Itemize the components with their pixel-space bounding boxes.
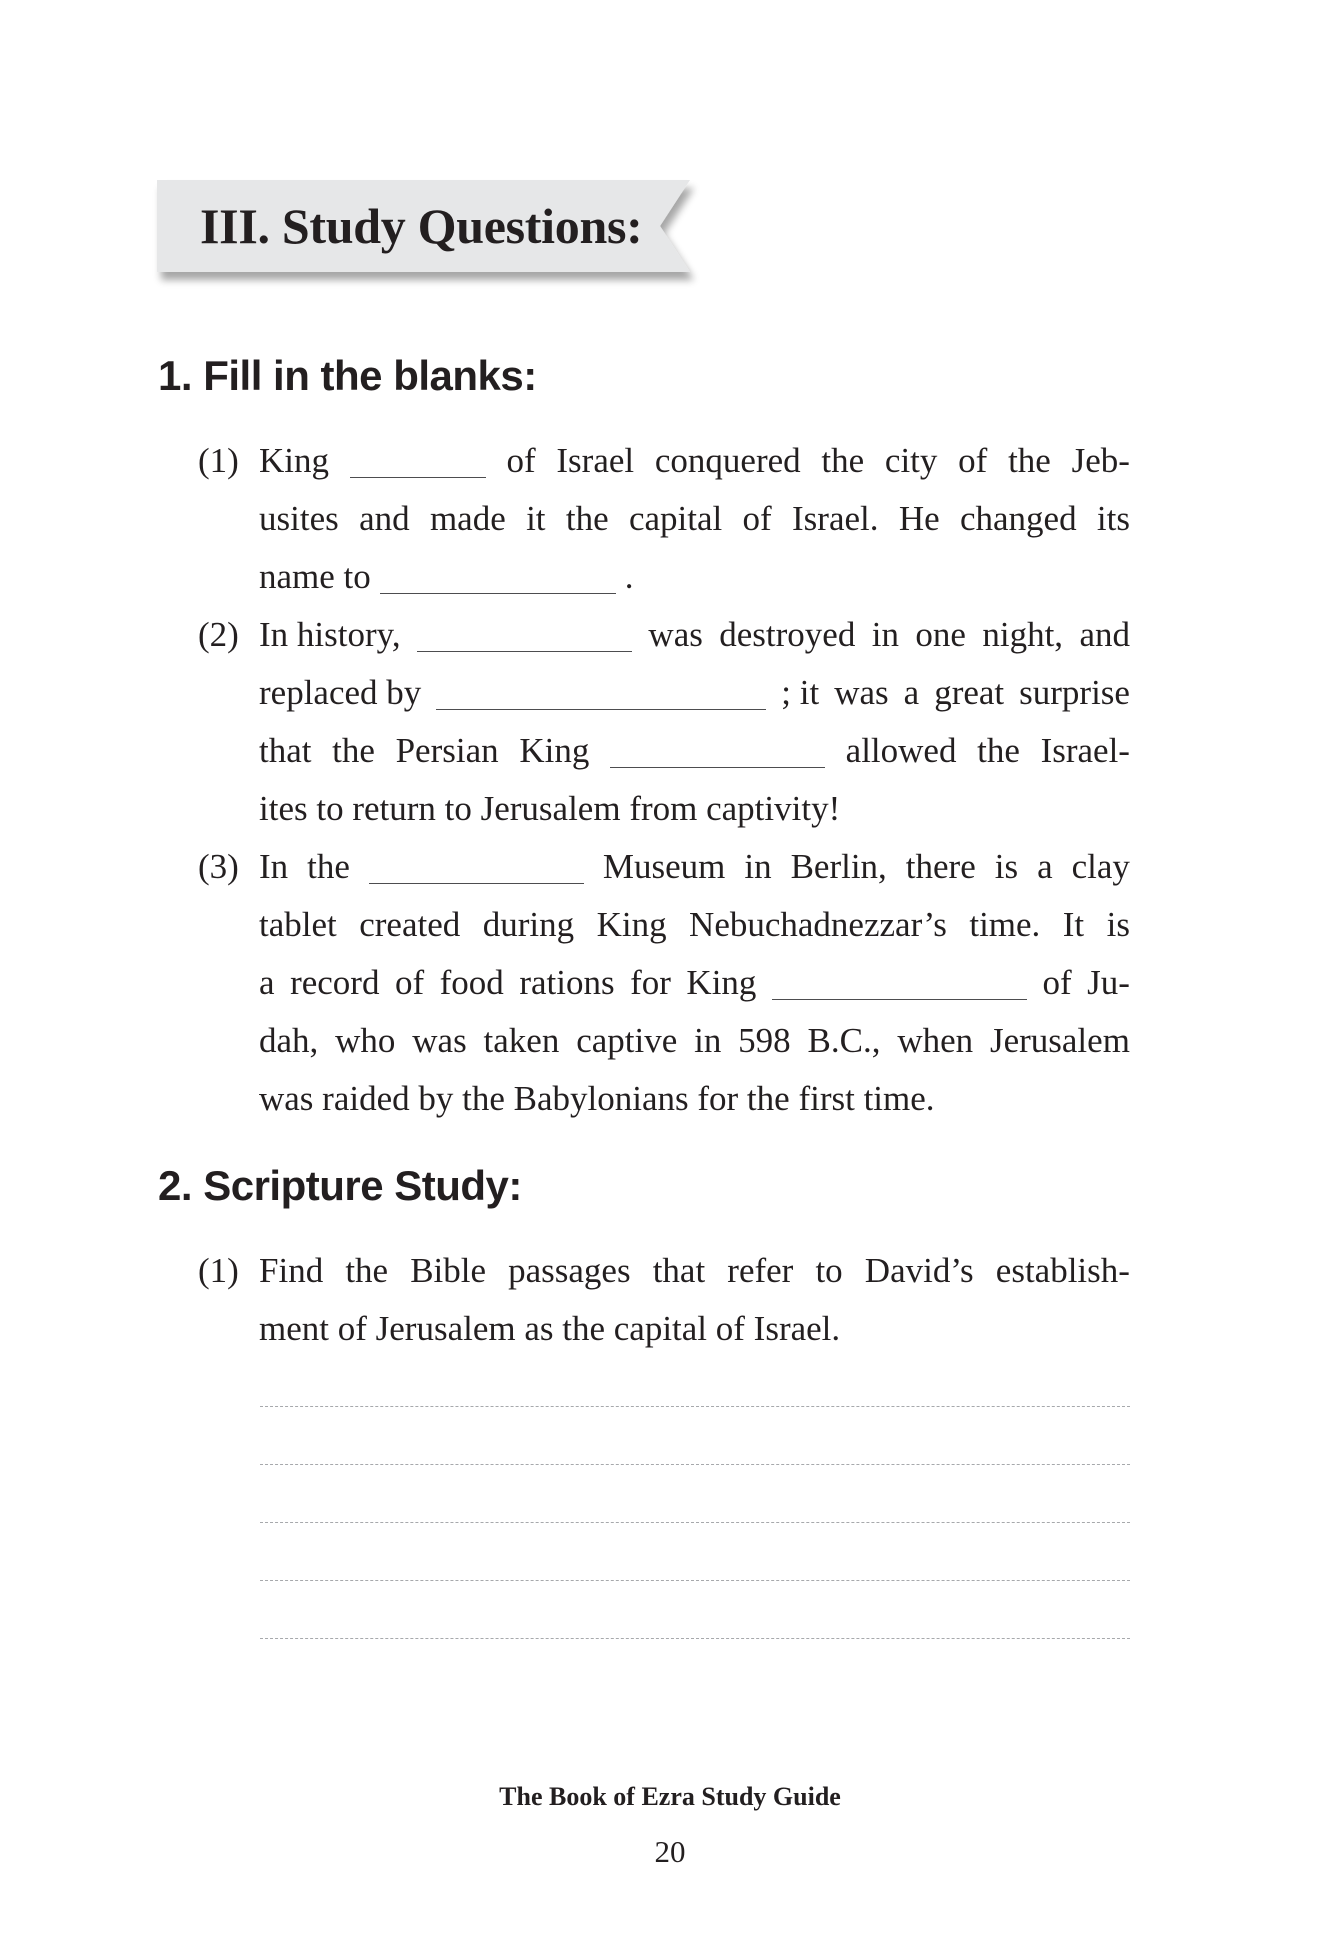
text-segment: of [742,499,772,538]
footer-book-title: The Book of Ezra Study Guide [499,1782,841,1811]
text-segment: the [821,441,865,480]
text-segment: record [290,963,380,1002]
text-segment: the [307,847,350,886]
banner-title: III. Study Questions: [200,198,643,254]
text-segment: the [565,499,609,538]
text-segment: the [977,731,1020,770]
item-number: (1) [198,1251,239,1290]
text-segment: replaced by [259,673,422,712]
text-segment: establish- [995,1251,1130,1290]
text-line [259,722,1130,780]
fill-in-blank[interactable] [772,998,1027,1000]
answer-line[interactable] [260,1522,1130,1580]
text-segment: in [744,847,772,886]
text-segment: made [429,499,506,538]
text-segment: capital [628,499,723,538]
text-segment: great [934,673,1005,712]
text-segment: Museum [602,847,726,886]
section-banner [157,180,690,272]
answer-line[interactable] [260,1580,1130,1638]
text-segment: that [652,1251,706,1290]
text-segment: Nebuchadnezzar’s [689,905,947,944]
text-segment: of [1042,963,1072,1002]
text-segment: time. [969,905,1041,944]
text-segment: there [905,847,976,886]
text-segment: is [994,847,1019,886]
text-line [259,664,1130,722]
fill-in-blank[interactable] [380,592,616,594]
text-segment: dah, [259,1021,319,1060]
answer-line[interactable] [260,1406,1130,1464]
text-segment: the [345,1251,389,1290]
text-line [259,548,1130,606]
text-segment: ment of Jerusalem as the capital of Israel. [259,1309,841,1348]
text-segment: Bible [410,1251,487,1290]
text-segment: when [897,1021,974,1060]
fill-in-blank[interactable] [369,882,584,884]
text-segment: of [394,963,425,1002]
text-segment: was raided by the Babylonians for the first time. [259,1079,935,1118]
text-segment: clay [1071,847,1130,886]
section-heading-fill-in-blanks: 1. Fill in the blanks: [158,352,537,399]
text-segment: is [1106,905,1130,944]
item-text [259,1242,1130,1358]
text-segment: captive [576,1021,678,1060]
text-segment: Persian [395,731,499,770]
text-segment: and [359,499,410,538]
text-segment: Jerusalem [989,1021,1130,1060]
text-segment: ites to return to Jerusalem from captivity! [259,789,841,828]
text-segment: was [834,673,889,712]
text-segment: for [630,963,671,1002]
text-segment: allowed [845,731,957,770]
text-segment: that [259,731,312,770]
text-line [259,432,1130,490]
item-text [259,838,1130,1128]
text-line [259,896,1130,954]
text-segment: a [903,673,920,712]
text-line [259,1300,1130,1358]
text-segment: name to [259,557,371,596]
text-segment: rations [519,963,615,1002]
text-segment: . [624,557,634,596]
text-segment: Israel [556,441,635,480]
text-segment: changed [959,499,1077,538]
text-segment: He [898,499,940,538]
text-segment: was [412,1021,467,1060]
text-segment: taken [483,1021,560,1060]
item-number: (2) [198,615,239,654]
fill-in-blank[interactable] [610,766,825,768]
page-number: 20 [654,1834,686,1869]
text-segment: tablet [259,905,337,944]
text-segment: King [596,905,667,944]
text-segment: night, [982,615,1064,654]
item-text [259,606,1130,838]
fill-in-blank[interactable] [436,708,766,710]
text-segment: In history, [259,615,401,654]
item-text [259,432,1130,606]
text-segment: city [884,441,938,480]
answer-lines [260,1406,1130,1696]
text-segment: it [526,499,546,538]
text-segment: was [648,615,703,654]
text-segment: refer [727,1251,794,1290]
text-segment: one [915,615,966,654]
text-segment: its [1096,499,1130,538]
text-segment: created [359,905,461,944]
text-segment: It [1062,905,1085,944]
text-segment: a [1037,847,1053,886]
text-segment: Israel- [1040,731,1130,770]
text-segment: Jeb- [1071,441,1130,480]
text-segment: in [871,615,899,654]
text-segment: food [439,963,504,1002]
text-segment: King [686,963,757,1002]
text-segment: of [958,441,988,480]
text-segment: who [335,1021,396,1060]
text-segment: surprise [1019,673,1130,712]
text-segment: and [1079,615,1130,654]
text-segment: Find [259,1251,324,1290]
text-segment: David’s [864,1251,974,1290]
text-line [259,1012,1130,1070]
section-heading-scripture-study: 2. Scripture Study: [158,1162,522,1209]
text-line [259,1242,1130,1300]
text-segment: conquered [654,441,801,480]
text-segment: destroyed [719,615,856,654]
text-segment: In [259,847,289,886]
text-segment: a [259,963,275,1002]
item-number: (1) [198,441,239,480]
text-segment: Berlin, [790,847,887,886]
text-segment: the [1008,441,1051,480]
text-segment: the [332,731,375,770]
text-segment: ; it [781,673,820,712]
text-line [259,780,1130,838]
text-segment: of [506,441,536,480]
answer-line[interactable] [260,1464,1130,1522]
text-line [259,1070,1130,1128]
answer-line[interactable] [260,1638,1130,1696]
text-segment: 598 [738,1021,791,1060]
text-segment: in [694,1021,722,1060]
text-segment: usites [259,499,339,538]
text-segment: King [519,731,590,770]
text-segment: to [815,1251,843,1290]
text-segment: B.C., [807,1021,881,1060]
text-line [259,606,1130,664]
fill-in-blank[interactable] [417,650,632,652]
text-line [259,838,1130,896]
text-line [259,490,1130,548]
fill-in-blank[interactable] [350,476,486,478]
text-segment: King [259,441,329,480]
item-number: (3) [198,847,239,886]
text-segment: during [482,905,575,944]
text-segment: Ju- [1087,963,1130,1002]
text-line [259,954,1130,1012]
text-segment: Israel. [792,499,879,538]
text-segment: passages [508,1251,631,1290]
